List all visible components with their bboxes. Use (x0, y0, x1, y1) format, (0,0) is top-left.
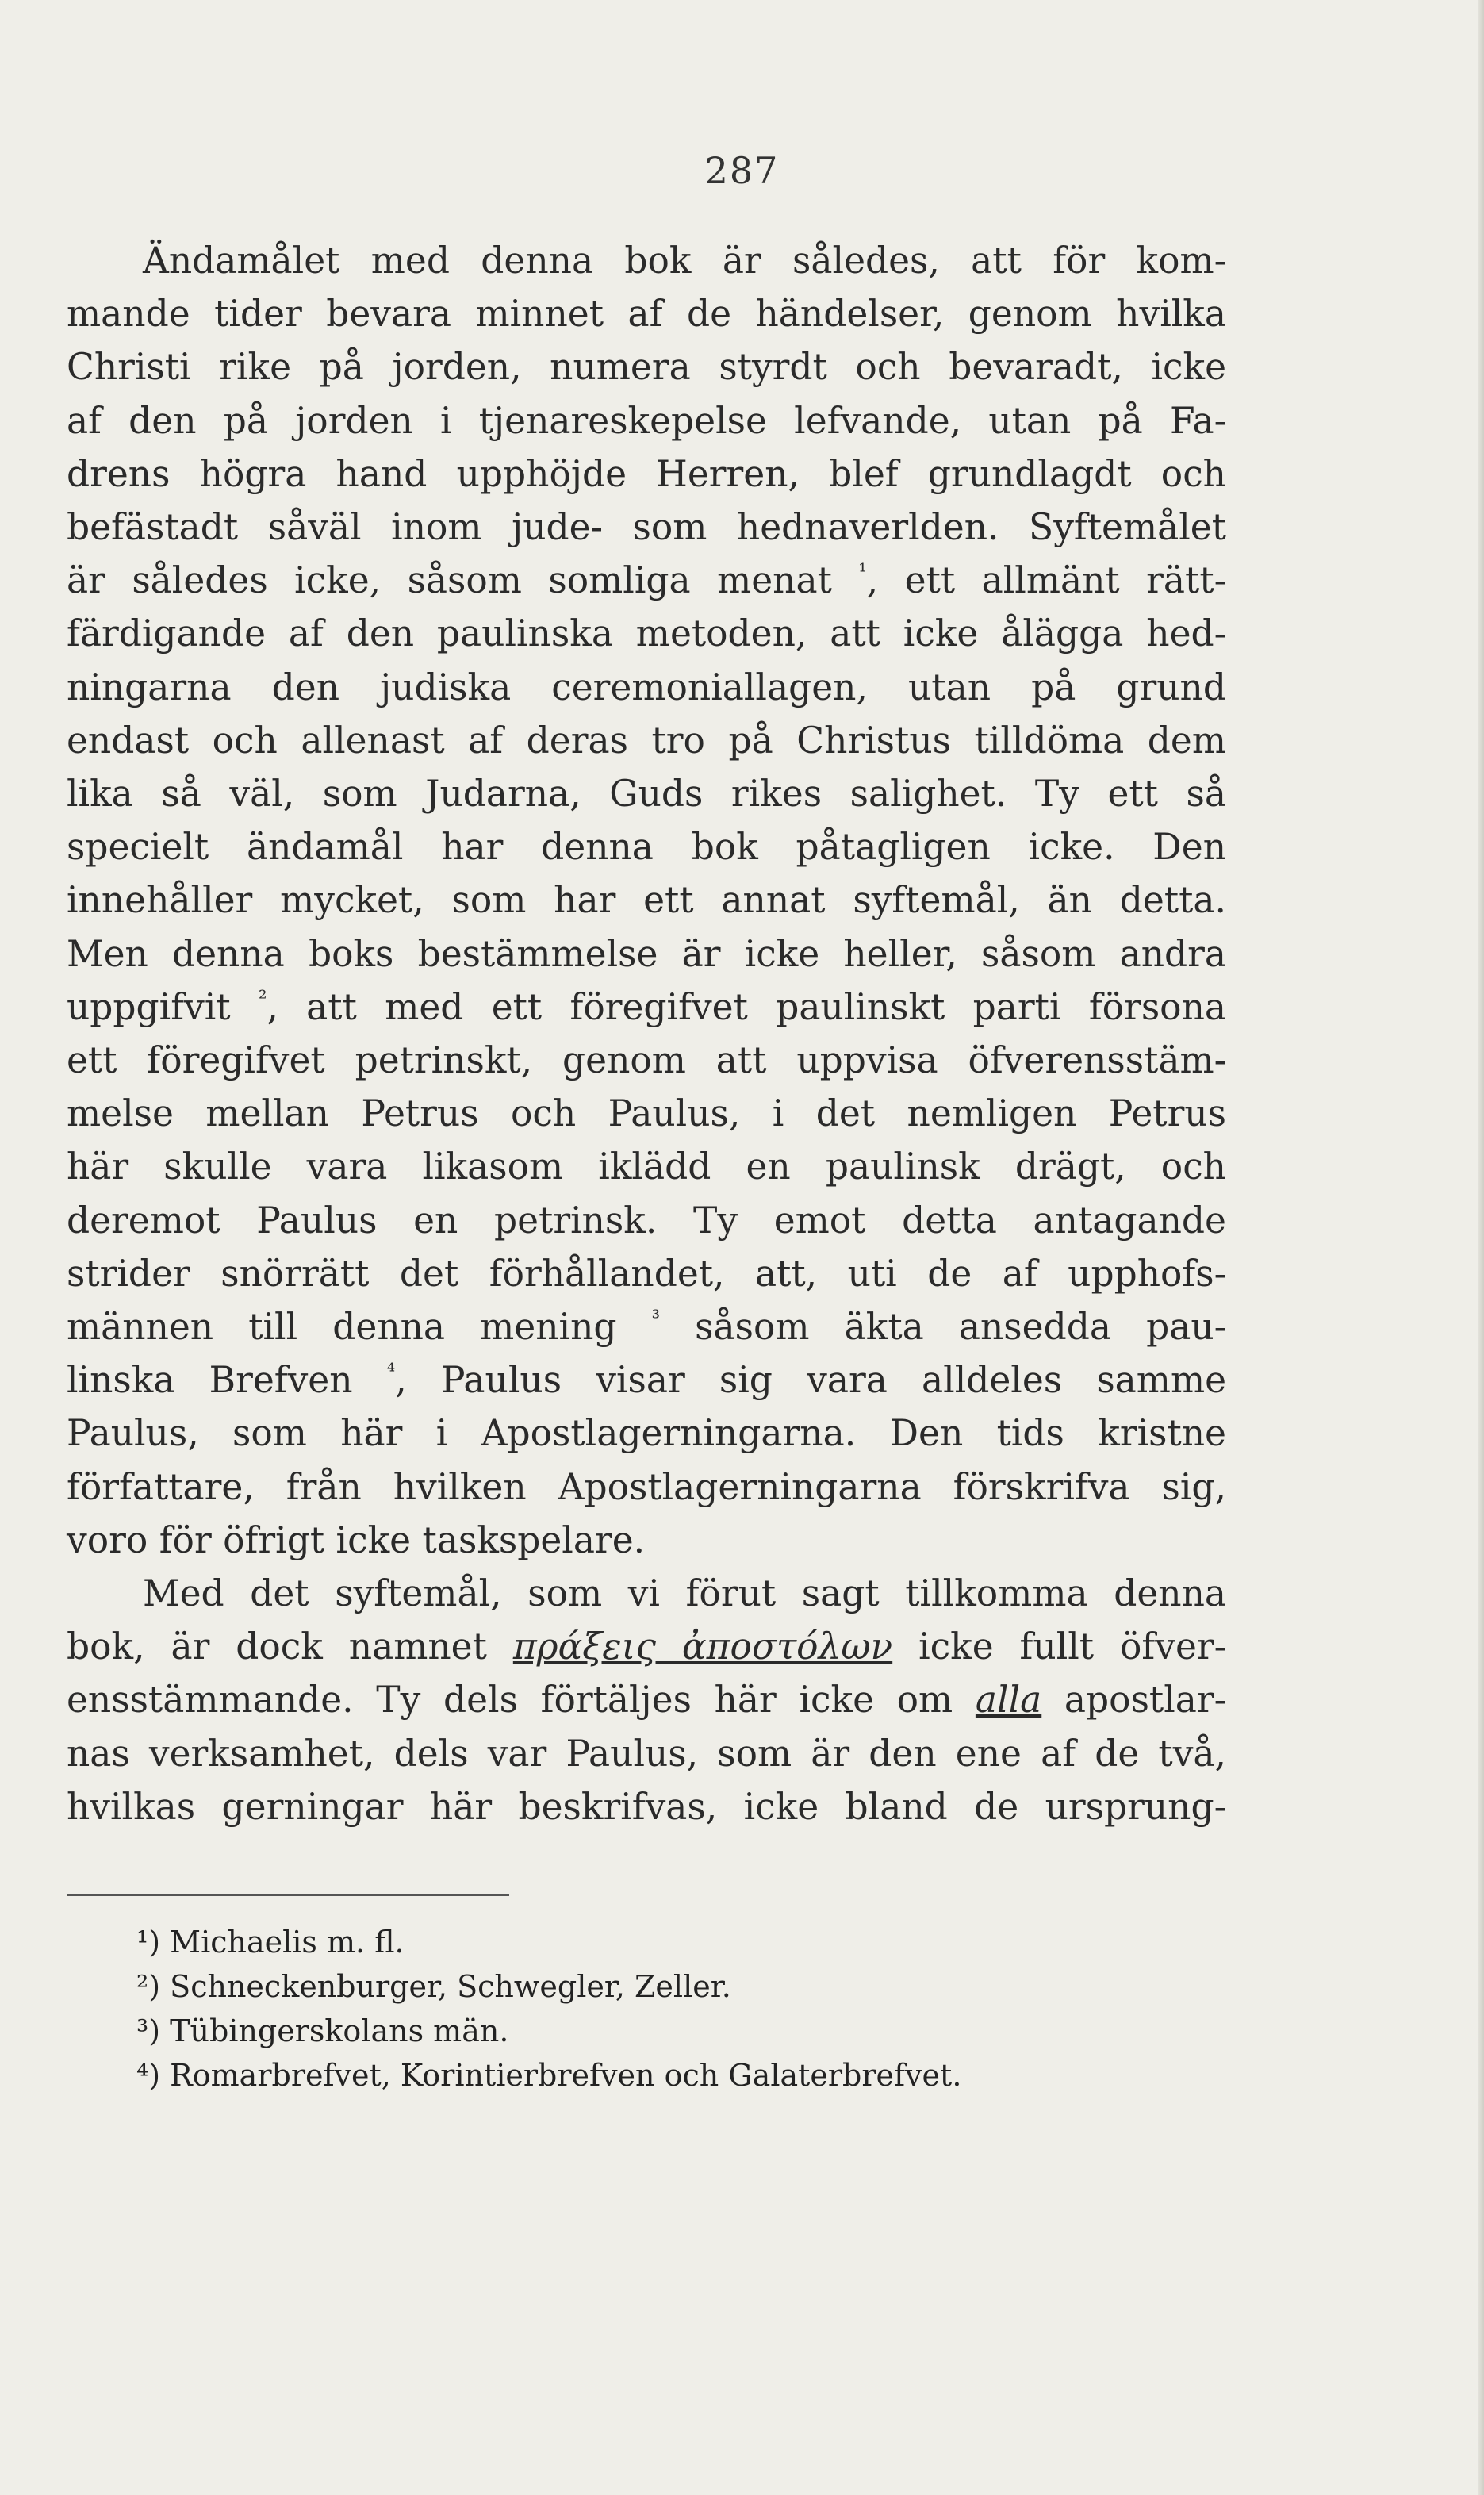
text-line: specielt ändamål har denna bok påtagligen icke. Den (67, 826, 1226, 869)
footnote-divider (67, 1894, 509, 1896)
text-line: melse mellan Petrus och Paulus, i det nemligen Petrus (67, 1092, 1226, 1135)
text-line: mande tider bevara minnet af de händelser, genom hvilka (67, 293, 1226, 336)
text-line: författare, från hvilken Apostlagerningarna förskrifva sig, (67, 1465, 1226, 1508)
footnote-ref-2: ² (258, 986, 267, 1011)
page-edge (1478, 0, 1484, 2495)
text-line: ett föregifvet petrinskt, genom att uppvisa öfverensstäm- (67, 1039, 1226, 1082)
footnote-ref-1: ¹ (858, 560, 867, 585)
footnote-4: ⁴) Romarbrefvet, Korintierbrefven och Galaterbrefvet. (136, 2058, 962, 2093)
text-line: Paulus, som här i Apostlagerningarna. Den tids kristne (67, 1412, 1226, 1455)
text-line: strider snörrätt det förhållandet, att, uti de af upphofs- (67, 1252, 1226, 1295)
text-line: linska Brefven $^{^4}$, Paulus visar sig vara alldeles samme (67, 1359, 1227, 1402)
text-line: voro för öfrigt icke taskspelare. (67, 1518, 646, 1561)
text-line: färdigande af den paulinska metoden, att icke ålägga hed- (67, 612, 1226, 655)
text-line: drens högra hand upphöjde Herren, blef grundlagdt och (67, 452, 1226, 495)
page-number: 287 (704, 149, 780, 192)
text-line: här skulle vara likasom iklädd en paulinsk drägt, och (67, 1146, 1226, 1188)
footnote-ref-4: ⁴ (386, 1360, 396, 1384)
emphasis-alla: alla (975, 1679, 1042, 1722)
text-line: ningarna den judiska ceremoniallagen, utan på grund (67, 666, 1226, 708)
text-line: innehåller mycket, som har ett annat syftemål, än detta. (67, 879, 1226, 922)
text-line: Med det syftemål, som vi förut sagt tillkomma denna (143, 1572, 1226, 1615)
text-line: Ändamålet med denna bok är således, att för kom- (143, 240, 1226, 282)
body-text (67, 234, 1226, 1833)
greek-title: πράξεις ἀποστόλων (512, 1626, 893, 1668)
text-line: är således icke, såsom somliga menat $^{^1}$, ett allmänt rätt- (67, 559, 1226, 602)
footnote-3: ³) Tübingerskolans män. (136, 2013, 509, 2048)
text-line: endast och allenast af deras tro på Christus tilldöma dem (67, 719, 1226, 762)
footnote-ref-3: ³ (651, 1307, 661, 1331)
footnotes (136, 1920, 1247, 2098)
text-line: hvilkas gerningar här beskrifvas, icke bland de ursprung- (67, 1785, 1226, 1828)
text-line: ensstämmande. Ty dels förtäljes här icke om alla apostlar- (67, 1679, 1227, 1722)
text-line: befästadt såväl inom jude- som hednaverlden. Syftemålet (67, 506, 1226, 549)
text-line: nas verksamhet, dels var Paulus, som är den ene af de två, (67, 1732, 1226, 1775)
text-line: deremot Paulus en petrinsk. Ty emot detta antagande (67, 1199, 1226, 1242)
footnote-2: ²) Schneckenburger, Schwegler, Zeller. (136, 1969, 731, 2004)
text-line: bok, är dock namnet πράξεις ἀποστόλων icke fullt öfver- (67, 1626, 1227, 1668)
text-line: Men denna boks bestämmelse är icke heller, såsom andra (67, 932, 1226, 975)
text-line: männen till denna mening $^{^3}$ såsom äkta ansedda pau- (67, 1306, 1226, 1349)
text-line: Christi rike på jorden, numera styrdt och bevaradt, icke (67, 346, 1226, 389)
text-line: lika så väl, som Judarna, Guds rikes salighet. Ty ett så (67, 773, 1226, 816)
footnote-1: ¹) Michaelis m. fl. (136, 1925, 405, 1960)
text-line: uppgifvit $^{^2}$, att med ett föregifvet paulinskt parti försona (67, 985, 1226, 1028)
text-line: af den på jorden i tjenareskepelse lefvande, utan på Fa- (67, 399, 1226, 442)
